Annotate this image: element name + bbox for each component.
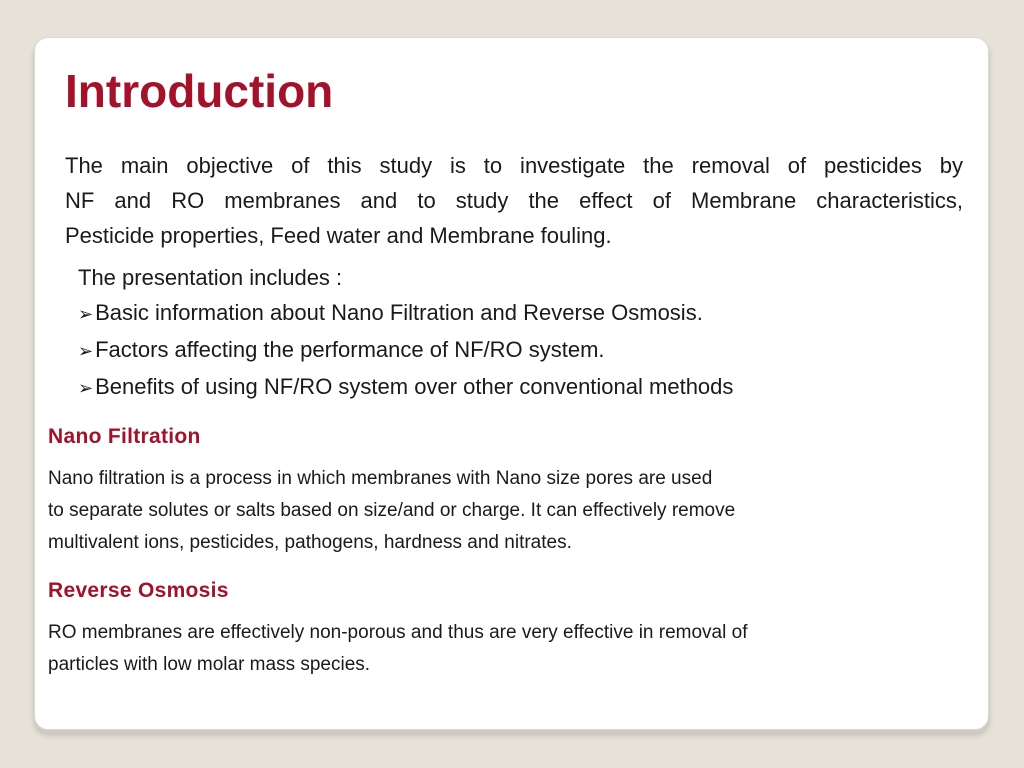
slide-card	[34, 37, 989, 730]
text-line: RO membranes are effectively non-porous and thus are very effective in removal of	[48, 622, 748, 643]
slide-title: Introduction	[65, 65, 334, 117]
reverse-osmosis-heading: Reverse Osmosis	[48, 579, 229, 602]
presentation-includes	[78, 260, 733, 406]
intro-line: NF and RO membranes and to study the effect of Membrane characteristics,	[65, 188, 963, 213]
includes-heading: The presentation includes :	[78, 265, 343, 290]
text-line: Nano filtration is a process in which membranes with Nano size pores are used	[48, 468, 713, 489]
list-item	[78, 332, 733, 369]
intro-line: Pesticide properties, Feed water and Membrane fouling.	[65, 223, 612, 248]
intro-paragraph	[65, 148, 963, 253]
text-line: particles with low molar mass species.	[48, 654, 371, 675]
list-item	[78, 369, 733, 406]
arrow-bullet-icon: ➢	[78, 341, 94, 361]
list-item	[78, 295, 733, 332]
nano-filtration-heading: Nano Filtration	[48, 425, 201, 448]
text-line: multivalent ions, pesticides, pathogens, hardness and nitrates.	[48, 532, 572, 553]
text-line: to separate solutes or salts based on size/and or charge. It can effectively remove	[48, 500, 736, 521]
arrow-bullet-icon: ➢	[78, 304, 94, 324]
reverse-osmosis-text	[48, 617, 948, 681]
arrow-bullet-icon: ➢	[78, 378, 94, 398]
intro-line: The main objective of this study is to investigate the removal of pesticides by	[65, 153, 963, 178]
list-item-text: Factors affecting the performance of NF/RO system.	[95, 337, 605, 362]
list-item-text: Basic information about Nano Filtration and Reverse Osmosis.	[95, 300, 703, 325]
nano-filtration-text	[48, 463, 948, 559]
list-item-text: Benefits of using NF/RO system over other conventional methods	[95, 374, 734, 399]
